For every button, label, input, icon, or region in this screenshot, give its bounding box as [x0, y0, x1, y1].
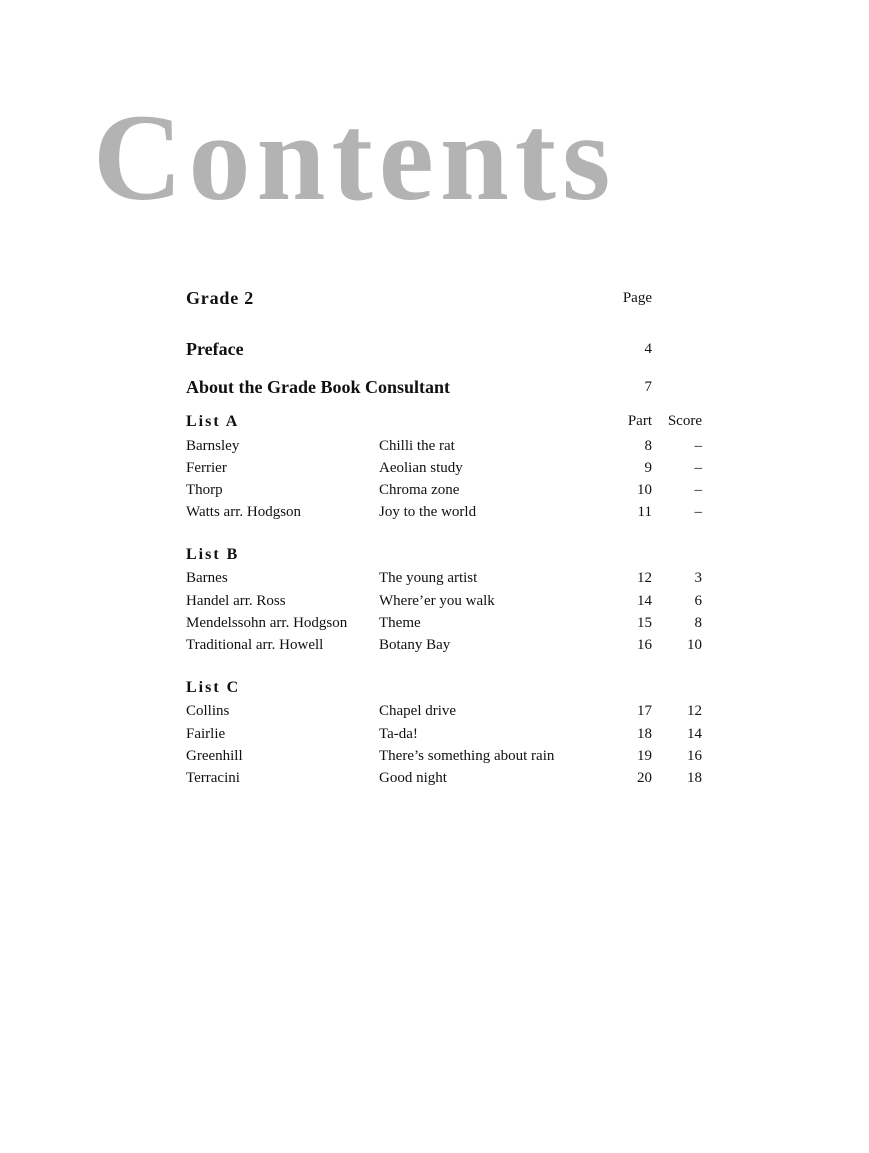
- list-b-row[interactable]: [186, 634, 706, 656]
- list-a-row[interactable]: [186, 501, 706, 523]
- part-page-number: 20: [637, 770, 652, 786]
- part-page-number: 12: [637, 570, 652, 586]
- piece-title: Joy to the world: [379, 504, 477, 520]
- grade-heading: Grade 2: [186, 288, 255, 308]
- list-b-row[interactable]: [186, 612, 706, 634]
- score-page-number: 3: [694, 570, 702, 586]
- piece-title: Good night: [379, 770, 447, 786]
- list-c-row[interactable]: [186, 745, 706, 767]
- piece-title: Aeolian study: [379, 460, 463, 476]
- score-page-number: 10: [687, 637, 702, 653]
- part-page-number: 11: [637, 504, 652, 520]
- composer-name: Thorp: [186, 482, 223, 498]
- part-page-number: 14: [637, 593, 652, 609]
- composer-name: Watts arr. Hodgson: [186, 504, 302, 520]
- score-page-number: 16: [687, 748, 702, 764]
- piece-title: The young artist: [379, 570, 478, 586]
- composer-name: Barnes: [186, 570, 228, 586]
- composer-name: Ferrier: [186, 460, 227, 476]
- list-b-row[interactable]: [186, 590, 706, 612]
- list-c-row[interactable]: [186, 723, 706, 745]
- piece-title: Ta-da!: [379, 726, 418, 742]
- composer-name: Barnsley: [186, 438, 240, 454]
- score-page-number: 12: [687, 703, 702, 719]
- piece-title: Chilli the rat: [379, 438, 455, 454]
- part-page-number: 8: [644, 438, 652, 454]
- score-page-number: 6: [694, 593, 702, 609]
- list-a-row[interactable]: [186, 435, 706, 457]
- part-page-number: 15: [637, 615, 652, 631]
- composer-name: Greenhill: [186, 748, 243, 764]
- part-page-number: 16: [637, 637, 652, 653]
- score-page-number: –: [694, 460, 702, 476]
- score-page-number: 8: [694, 615, 702, 631]
- list-a-row[interactable]: [186, 479, 706, 501]
- list-a-heading: List A: [186, 413, 240, 430]
- piece-title: Where’er you walk: [379, 593, 495, 609]
- page-column-header: Page: [622, 290, 652, 306]
- toc-entry-preface-page: 4: [644, 341, 652, 357]
- part-page-number: 18: [637, 726, 652, 742]
- score-column-header: Score: [667, 413, 702, 429]
- composer-name: Mendelssohn arr. Hodgson: [186, 615, 348, 631]
- part-page-number: 17: [637, 703, 652, 719]
- composer-name: Traditional arr. Howell: [186, 637, 324, 653]
- list-a-row[interactable]: [186, 457, 706, 479]
- part-page-number: 19: [637, 748, 652, 764]
- part-page-number: 10: [637, 482, 652, 498]
- piece-title: There’s something about rain: [379, 748, 555, 764]
- page-title: Contents: [93, 89, 617, 226]
- score-page-number: 18: [687, 770, 702, 786]
- list-c-row[interactable]: [186, 700, 706, 722]
- score-page-number: –: [694, 482, 702, 498]
- part-column-header: Part: [627, 413, 652, 429]
- composer-name: Handel arr. Ross: [186, 593, 286, 609]
- toc-entry-consultant[interactable]: About the Grade Book Consultant: [186, 377, 451, 397]
- part-page-number: 9: [644, 460, 652, 476]
- toc-entry-consultant-page: 7: [644, 379, 652, 395]
- list-b-row[interactable]: [186, 567, 706, 589]
- score-page-number: 14: [687, 726, 702, 742]
- toc-entry-preface[interactable]: Preface: [186, 339, 244, 359]
- score-page-number: –: [694, 438, 702, 454]
- piece-title: Chroma zone: [379, 482, 460, 498]
- score-page-number: –: [694, 504, 702, 520]
- list-c-heading: List C: [186, 679, 241, 696]
- piece-title: Theme: [379, 615, 421, 631]
- list-c-row[interactable]: [186, 767, 706, 789]
- composer-name: Collins: [186, 703, 230, 719]
- list-b-heading: List B: [186, 546, 240, 563]
- piece-title: Botany Bay: [379, 637, 451, 653]
- piece-title: Chapel drive: [379, 703, 457, 719]
- composer-name: Terracini: [186, 770, 240, 786]
- composer-name: Fairlie: [186, 726, 226, 742]
